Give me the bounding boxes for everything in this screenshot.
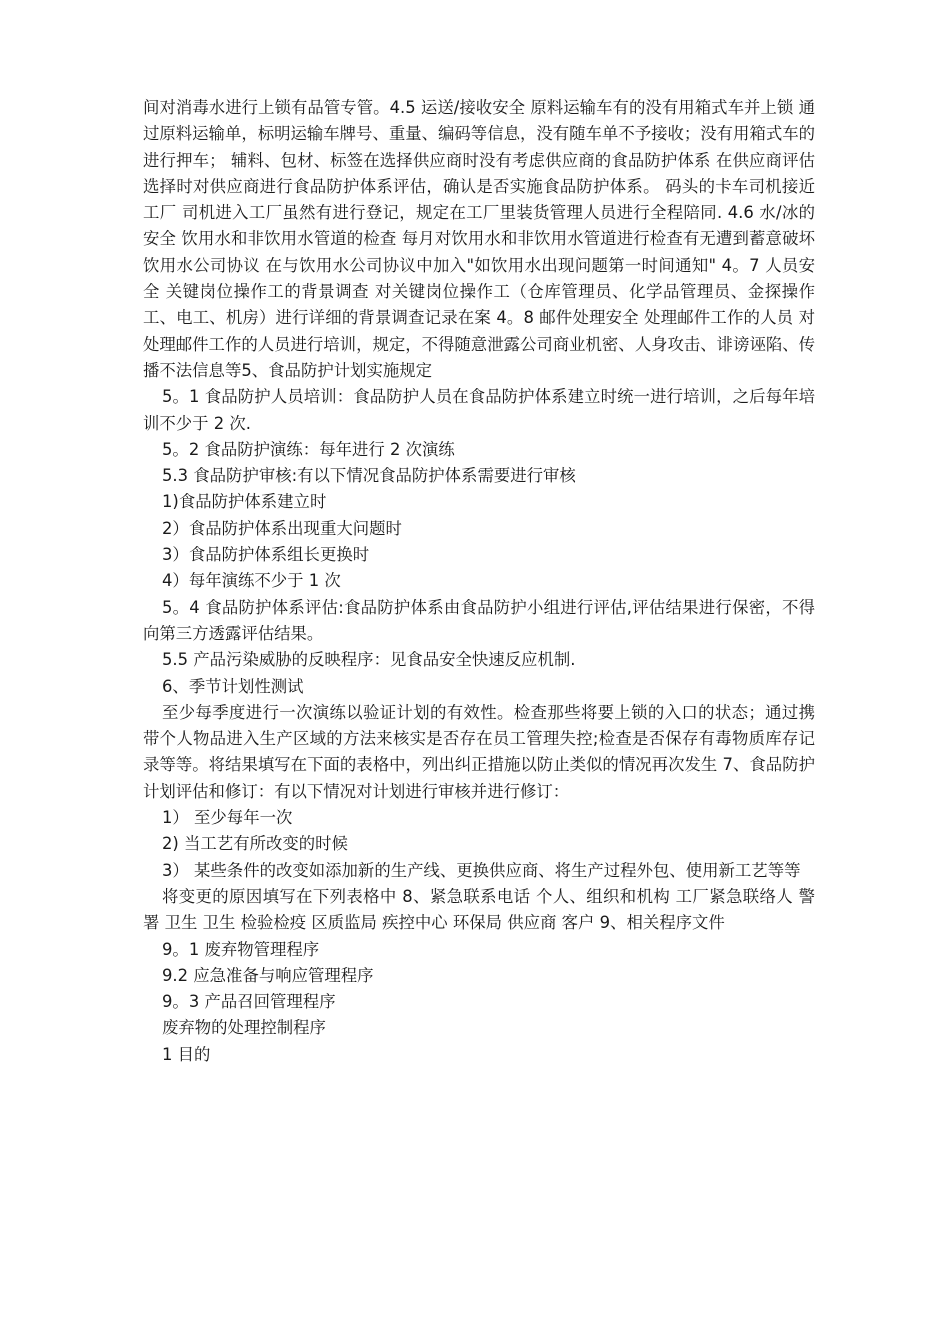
list-item-procedure-1: 9。1 废弃物管理程序: [162, 939, 320, 959]
list-item-audit-3: 3）食品防护体系组长更换时: [162, 545, 370, 565]
list-item-audit-2: 2）食品防护体系出现重大问题时: [162, 518, 402, 538]
paragraph-seasonal-test: 至少每季度进行一次演练以验证计划的有效性。检查那些将要上锁的入口的状态；通过携带个人物品进入生产区域的方法来核实是否存在员工管理失控;检查是否保存有毒物质库存记录等等。将结果填写在下面的表格中，列出纠正措施以防止类似的情况再次发生 7、食品防护计划评估和修订：有以下情况对计划进行审核并进行修订：: [143, 702, 815, 801]
paragraph-training: 5。1 食品防护人员培训：食品防护人员在食品防护体系建立时统一进行培训，之后每年培训不少于 2 次.: [143, 387, 815, 433]
section-heading-purpose: 1 目的: [162, 1044, 211, 1064]
list-item-procedure-2: 9.2 应急准备与响应管理程序: [162, 965, 374, 985]
section-heading-seasonal-test: 6、季节计划性测试: [162, 676, 304, 696]
section-heading-waste-control: 废弃物的处理控制程序: [162, 1018, 326, 1038]
paragraph-audit: 5.3 食品防护审核:有以下情况食品防护体系需要进行审核: [162, 466, 576, 486]
list-item-audit-4: 4）每年演练不少于 1 次: [162, 571, 341, 591]
list-item-revision-2: 2) 当工艺有所改变的时候: [162, 834, 348, 854]
paragraph-contacts: 将变更的原因填写在下列表格中 8、紧急联系电话 个人、组织和机构 工厂紧急联络人 警署 卫生 卫生 检验检疫 区质监局 疾控中心 环保局 供应商 客户 9、相关程序文件: [143, 886, 815, 933]
document-body: [143, 95, 815, 1068]
list-item-revision-3: 3） 某些条件的改变如添加新的生产线、更换供应商、将生产过程外包、使用新工艺等等: [162, 860, 801, 880]
list-item-procedure-3: 9。3 产品召回管理程序: [162, 992, 336, 1012]
list-item-revision-1: 1） 至少每年一次: [162, 808, 293, 828]
paragraph-drill: 5。2 食品防护演练：每年进行 2 次演练: [162, 439, 455, 459]
list-item-audit-1: 1)食品防护体系建立时: [162, 492, 327, 512]
paragraph-threat-response: 5.5 产品污染威胁的反映程序：见食品安全快速反应机制.: [162, 650, 576, 670]
paragraph-security-measures: 间对消毒水进行上锁有品管专管。4.5 运送/接收安全 原料运输车有的没有用箱式车并上锁 通过原料运输单，标明运输车牌号、重量、编码等信息，没有随车单不予接收；没有用箱式车的进行押车； 辅料、包材、标签在选择供应商时没有考虑供应商的食品防护体系 在供应商评估选择时对供应商进行食品防护体系评估，确认是否实施食品防护体系。 码头的卡车司机接近工厂 司机进入工厂虽然有进行登记，规定在工厂里装货管理人员进行全程陪同. 4.6 水/冰的安全 饮用水和非饮用水管道的检查 每月对饮用水和非饮用水管道进行检查有无遭到蓄意破坏 饮用水公司协议 在与饮用水公司协议中加入"如饮用水出现问题第一时间通知" 4。7 人员安全 关键岗位操作工的背景调查 对关键岗位操作工（仓库管理员、化学品管理员、金探操作工、电工、机房）进行详细的背景调查记录在案 4。8 邮件处理安全 处理邮件工作的人员 对处理邮件工作的人员进行培训，规定，不得随意泄露公司商业机密、人身攻击、诽谤诬陷、传播不法信息等5、食品防护计划实施规定: [143, 98, 816, 380]
paragraph-evaluation: 5。4 食品防护体系评估:食品防护体系由食品防护小组进行评估,评估结果进行保密，不得向第三方透露评估结果。: [143, 597, 815, 643]
